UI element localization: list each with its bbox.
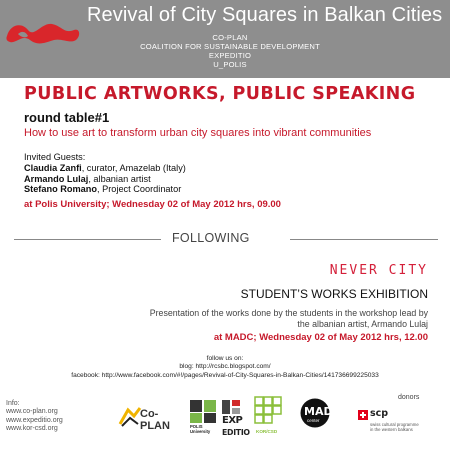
exp-wordmark: EXP [222, 415, 243, 426]
venue-datetime: at Polis University; Wednesday 02 of May 2012 hrs, 09.00 [24, 199, 281, 210]
divider-line-right [290, 239, 438, 240]
coplan-wordmark: Co-PLAN [140, 408, 170, 432]
guest-item [24, 174, 186, 185]
info-label: Info: [6, 400, 20, 407]
divider-line-left [14, 239, 161, 240]
description-line: Presentation of the works done by the students in the workshop lead by [149, 308, 428, 318]
exhibition-venue: at MADC; Wednesday 02 of May 2012 hrs, 12.00 [213, 332, 428, 343]
info-section [6, 400, 63, 433]
scp-tagline: in the western balkans [370, 427, 413, 432]
round-table-subtitle: How to use art to transform urban city squares into vibrant communities [24, 127, 372, 139]
info-link[interactable]: www.expeditio.org [6, 416, 63, 424]
guest-name: Claudia Zanfi [24, 162, 82, 173]
scp-tagline: swiss cultural programme [370, 422, 419, 427]
guest-list [24, 152, 186, 195]
follow-label: follow us on: [206, 355, 244, 362]
coplan-logo [118, 404, 182, 432]
scp-logo [358, 408, 438, 436]
blog-link[interactable]: blog: http://rcsbc.blogspot.com/ [179, 363, 271, 371]
korcsd-wordmark: KOR/CSD [256, 429, 278, 434]
guest-name: Stefano Romano [24, 184, 97, 195]
guest-item [24, 163, 186, 174]
guest-role: , curator, Amazelab (Italy) [81, 162, 186, 173]
guests-heading: Invited Guests: [24, 152, 86, 162]
guest-item [24, 184, 186, 195]
exhibition-description [108, 308, 428, 329]
section-title: PUBLIC ARTWORKS, PUBLIC SPEAKING [24, 84, 416, 104]
scp-wordmark: scp [370, 408, 389, 419]
mad-logo [300, 398, 333, 430]
facebook-link[interactable]: facebook: http://www.facebook.com/#!/pages/Revival-of-City-Squares-in-Balkan-Cities/141736699225033 [71, 371, 379, 379]
project-name: NEVER CITY [329, 263, 428, 278]
polis-wordmark: POLIS University [190, 424, 211, 434]
guest-role: , Project Coordinator [97, 184, 182, 195]
info-link[interactable]: www.kor-csd.org [6, 424, 58, 432]
polis-mark-icon [190, 400, 218, 424]
korcsd-grid-icon [254, 396, 282, 428]
red-ribbon-icon [4, 18, 82, 48]
org-expeditio: EXPEDITIO [208, 51, 252, 60]
donors-label: donors [398, 394, 420, 401]
guest-name: Armando Lulaj [24, 173, 89, 184]
korcsd-logo [254, 396, 282, 436]
org-coplan: CO-PLAN [212, 33, 248, 42]
guest-role: , albanian artist [88, 173, 151, 184]
mad-subtitle: center [307, 418, 320, 423]
org-coalition: COALITION FOR SUSTAINABLE DEVELOPMENT [140, 42, 320, 51]
follow-section [0, 355, 450, 380]
info-link[interactable]: www.co-plan.org [6, 408, 58, 416]
expeditio-logo [222, 400, 248, 438]
event-title: Revival of City Squares in Balkan Cities [87, 4, 443, 26]
round-table-label: round table#1 [24, 110, 110, 125]
mad-wordmark: MAD [304, 405, 333, 418]
header-banner [0, 0, 450, 78]
polis-logo [190, 400, 218, 432]
swiss-cross-icon [358, 410, 368, 420]
expeditio-mark-icon [222, 400, 248, 414]
description-line: the albanian artist, Armando Lulaj [297, 318, 428, 329]
org-upolis: U_POLIS [213, 60, 247, 69]
editio-wordmark: EDITIO [222, 428, 250, 437]
exhibition-title: STUDENT’S WORKS EXHIBITION [240, 287, 428, 301]
coplan-mark-icon [118, 404, 142, 428]
following-label: FOLLOWING [172, 231, 250, 245]
